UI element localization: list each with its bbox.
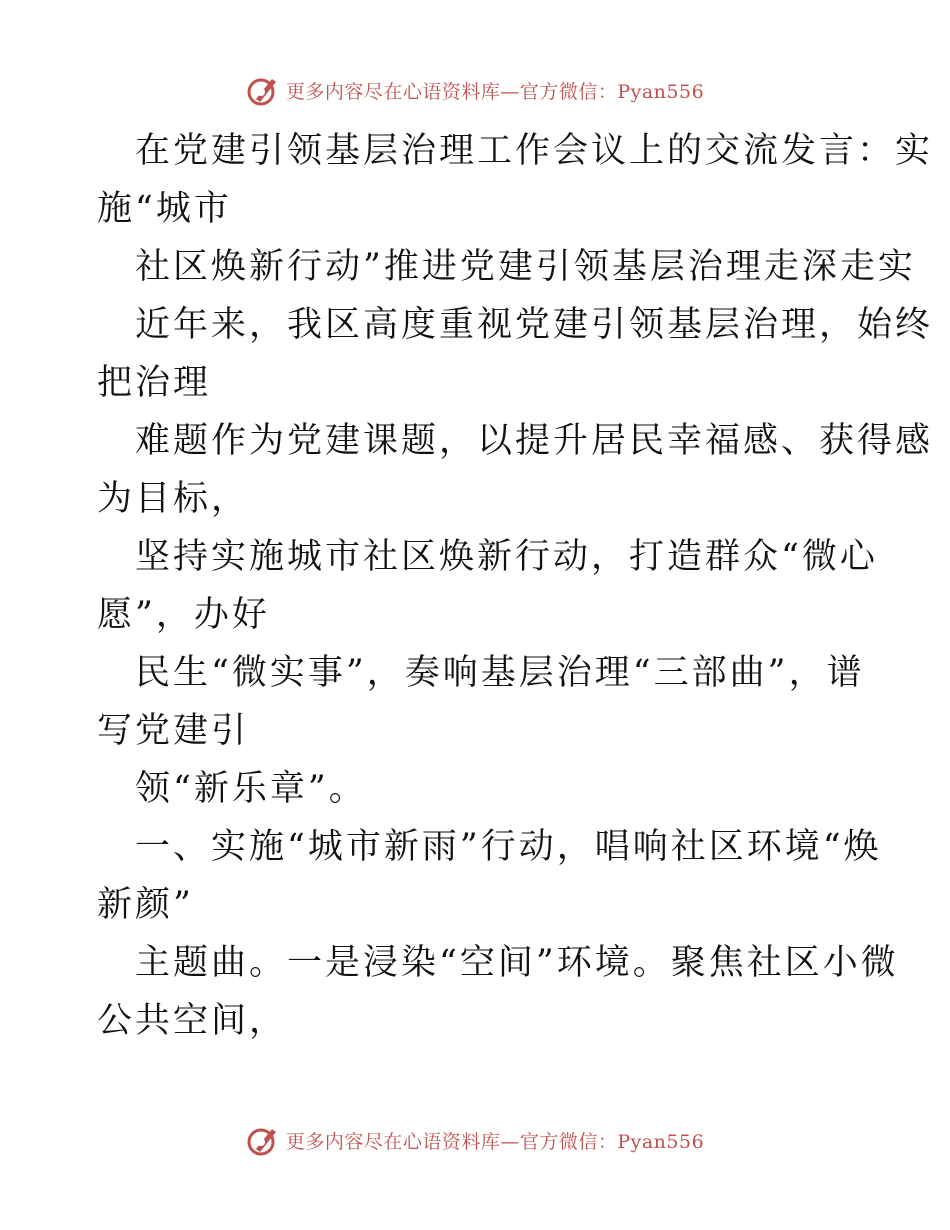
- text-line: 民生“微实事”，奏响基层治理“三部曲”，谱: [135, 653, 865, 693]
- text-line: 愿”，办好: [97, 595, 270, 635]
- text-line: 把治理: [97, 363, 212, 403]
- text-line: 近年来，我区高度重视党建引领基层治理，始终: [135, 305, 934, 345]
- text-line: 难题作为党建课题，以提升居民幸福感、获得感: [135, 421, 934, 461]
- text-line: 领“新乐章”。: [135, 769, 367, 809]
- text-line: 公共空间，: [97, 1001, 288, 1041]
- text-line: 主题曲。一是浸染“空间”环境。聚焦社区小微: [135, 943, 899, 983]
- text-line: 一、实施“城市新雨”行动，唱响社区环境“焕: [135, 827, 882, 867]
- pen-logo-icon: [246, 73, 280, 107]
- header-watermark-text: 更多内容尽在心语资料库—官方微信：Pyan556: [285, 80, 705, 103]
- text-line: 在党建引领基层治理工作会议上的交流发言：实: [135, 131, 934, 171]
- text-line: 写党建引: [97, 711, 250, 751]
- document-body: [97, 122, 934, 1050]
- pen-logo-icon: [246, 1123, 280, 1157]
- footer-watermark: [0, 1120, 950, 1160]
- text-line: 社区焕新行动”推进党建引领基层治理走深走实: [135, 247, 916, 287]
- text-line: 为目标，: [97, 479, 250, 519]
- text-line: 新颜”: [97, 885, 194, 925]
- text-line: 坚持实施城市社区焕新行动，打造群众“微心: [135, 537, 878, 577]
- footer-watermark-text: 更多内容尽在心语资料库—官方微信：Pyan556: [285, 1130, 705, 1153]
- text-line: 施“城市: [97, 189, 232, 229]
- header-watermark: [0, 70, 950, 110]
